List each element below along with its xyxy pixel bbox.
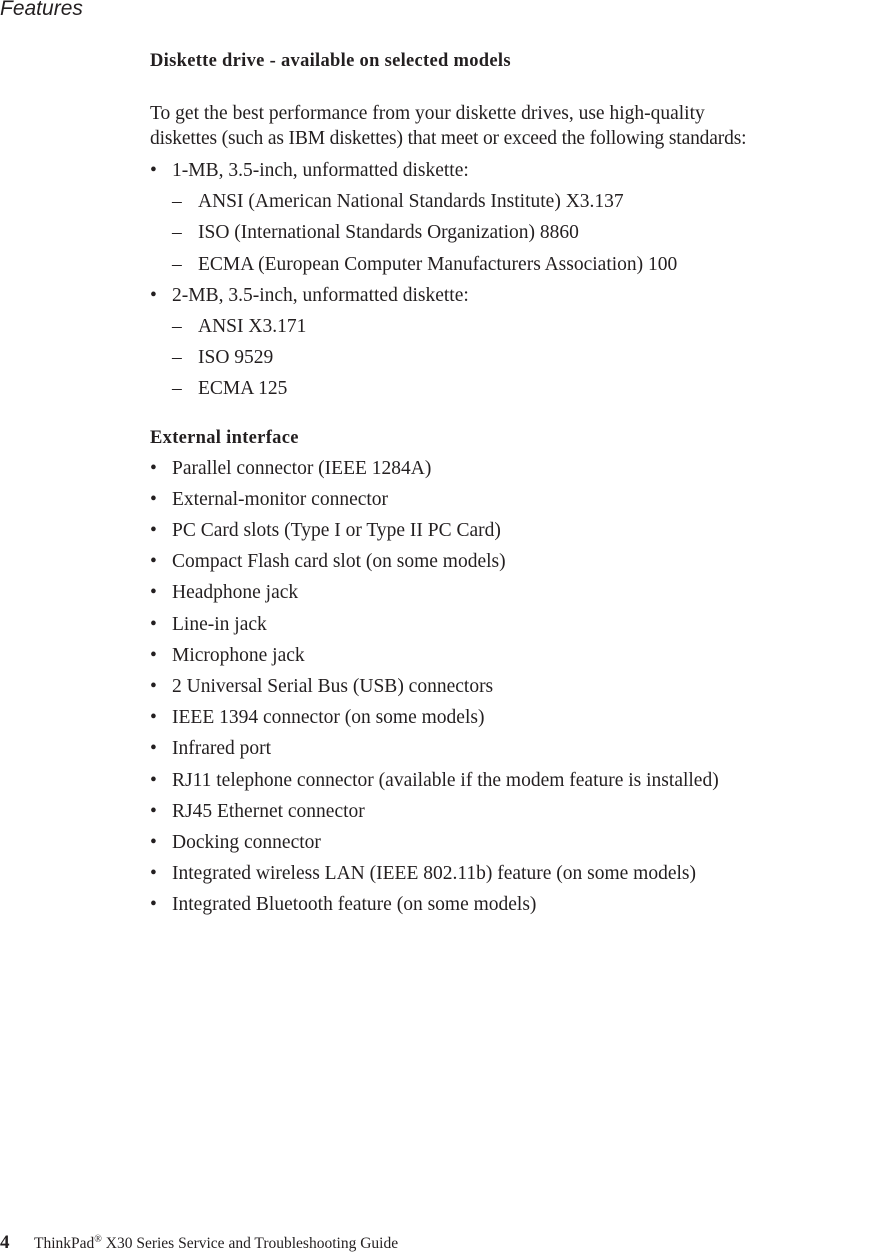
external-interface-list <box>150 453 878 921</box>
intro-line-2: diskettes (such as IBM diskettes) that meet or exceed the following standards: <box>150 128 747 149</box>
list-item <box>150 889 878 920</box>
diskette-2mb-standards <box>150 311 878 405</box>
list-item <box>150 280 878 311</box>
bullet-icon: • <box>150 769 157 791</box>
interface-text: Docking connector <box>172 832 321 854</box>
standard-text: ISO 9529 <box>198 347 274 369</box>
bullet-icon: • <box>150 613 157 635</box>
interface-text: RJ11 telephone connector (available if the modem feature is installed) <box>172 769 719 791</box>
list-item <box>150 640 878 671</box>
diskette-standards-list <box>150 155 878 186</box>
list-item <box>150 796 878 827</box>
list-item <box>150 515 878 546</box>
list-item <box>150 342 878 373</box>
list-item <box>150 249 878 280</box>
standard-text: ANSI X3.171 <box>198 316 307 338</box>
standard-text: ISO (International Standards Organization) 8860 <box>198 222 579 244</box>
dash-icon: – <box>172 253 182 275</box>
list-item <box>150 577 878 608</box>
bullet-icon: • <box>150 457 157 479</box>
dash-icon: – <box>172 222 182 244</box>
list-item <box>150 733 878 764</box>
dash-icon: – <box>172 378 182 400</box>
registered-mark: ® <box>94 1233 102 1245</box>
list-item <box>150 827 878 858</box>
footer-title: X30 Series Service and Troubleshooting Guide <box>105 1235 399 1252</box>
standard-text: ANSI (American National Standards Institute) X3.137 <box>198 191 624 213</box>
interface-text: Parallel connector (IEEE 1284A) <box>172 457 432 479</box>
running-head: Features <box>0 0 83 20</box>
bullet-icon: • <box>150 832 157 854</box>
diskette-2mb-label: 2-MB, 3.5-inch, unformatted diskette: <box>172 284 469 306</box>
diskette-1mb-standards <box>150 186 878 280</box>
bullet-icon: • <box>150 488 157 510</box>
list-item <box>150 311 878 342</box>
interface-text: Microphone jack <box>172 644 305 666</box>
list-item <box>150 546 878 577</box>
list-item <box>150 186 878 217</box>
page-number: 4 <box>0 1232 10 1253</box>
interface-text: Infrared port <box>172 738 272 760</box>
intro-line-1: To get the best performance from your diskette drives, use high-quality <box>150 103 705 124</box>
bullet-icon: • <box>150 160 157 181</box>
interface-text: External-monitor connector <box>172 488 389 510</box>
bullet-icon: • <box>150 582 157 604</box>
interface-text: RJ45 Ethernet connector <box>172 800 365 822</box>
list-item <box>150 765 878 796</box>
list-item <box>150 155 878 186</box>
dash-icon: – <box>172 347 182 369</box>
bullet-icon: • <box>150 738 157 760</box>
dash-icon: – <box>172 316 182 338</box>
interface-text: Headphone jack <box>172 582 299 604</box>
external-interface-heading: External interface <box>150 427 299 448</box>
interface-text: Line-in jack <box>172 613 267 635</box>
interface-text: Integrated Bluetooth feature (on some models) <box>172 894 537 916</box>
bullet-icon: • <box>150 863 157 885</box>
interface-text: 2 Universal Serial Bus (USB) connectors <box>172 676 494 698</box>
bullet-icon: • <box>150 800 157 822</box>
footer-brand: ThinkPad <box>34 1235 95 1252</box>
interface-text: PC Card slots (Type I or Type II PC Card) <box>172 520 501 542</box>
bullet-icon: • <box>150 551 157 573</box>
bullet-icon: • <box>150 644 157 666</box>
diskette-standards-list-2 <box>150 280 878 311</box>
list-item <box>150 671 878 702</box>
interface-text: IEEE 1394 connector (on some models) <box>172 707 485 729</box>
standard-text: ECMA (European Computer Manufacturers Association) 100 <box>198 253 678 275</box>
list-item <box>150 858 878 889</box>
list-item <box>150 373 878 404</box>
bullet-icon: • <box>150 284 157 306</box>
bullet-icon: • <box>150 894 157 916</box>
diskette-1mb-label: 1-MB, 3.5-inch, unformatted diskette: <box>172 160 469 181</box>
page-content <box>150 48 878 921</box>
bullet-icon: • <box>150 676 157 698</box>
list-item <box>150 609 878 640</box>
bullet-icon: • <box>150 707 157 729</box>
list-item <box>150 453 878 484</box>
page-footer <box>0 1232 398 1254</box>
list-item <box>150 702 878 733</box>
dash-icon: – <box>172 191 182 213</box>
list-item <box>150 217 878 248</box>
standard-text: ECMA 125 <box>198 378 288 400</box>
interface-text: Integrated wireless LAN (IEEE 802.11b) feature (on some models) <box>172 863 696 885</box>
diskette-heading: Diskette drive - available on selected models <box>150 51 511 71</box>
list-item <box>150 484 878 515</box>
bullet-icon: • <box>150 520 157 542</box>
interface-text: Compact Flash card slot (on some models) <box>172 551 506 573</box>
